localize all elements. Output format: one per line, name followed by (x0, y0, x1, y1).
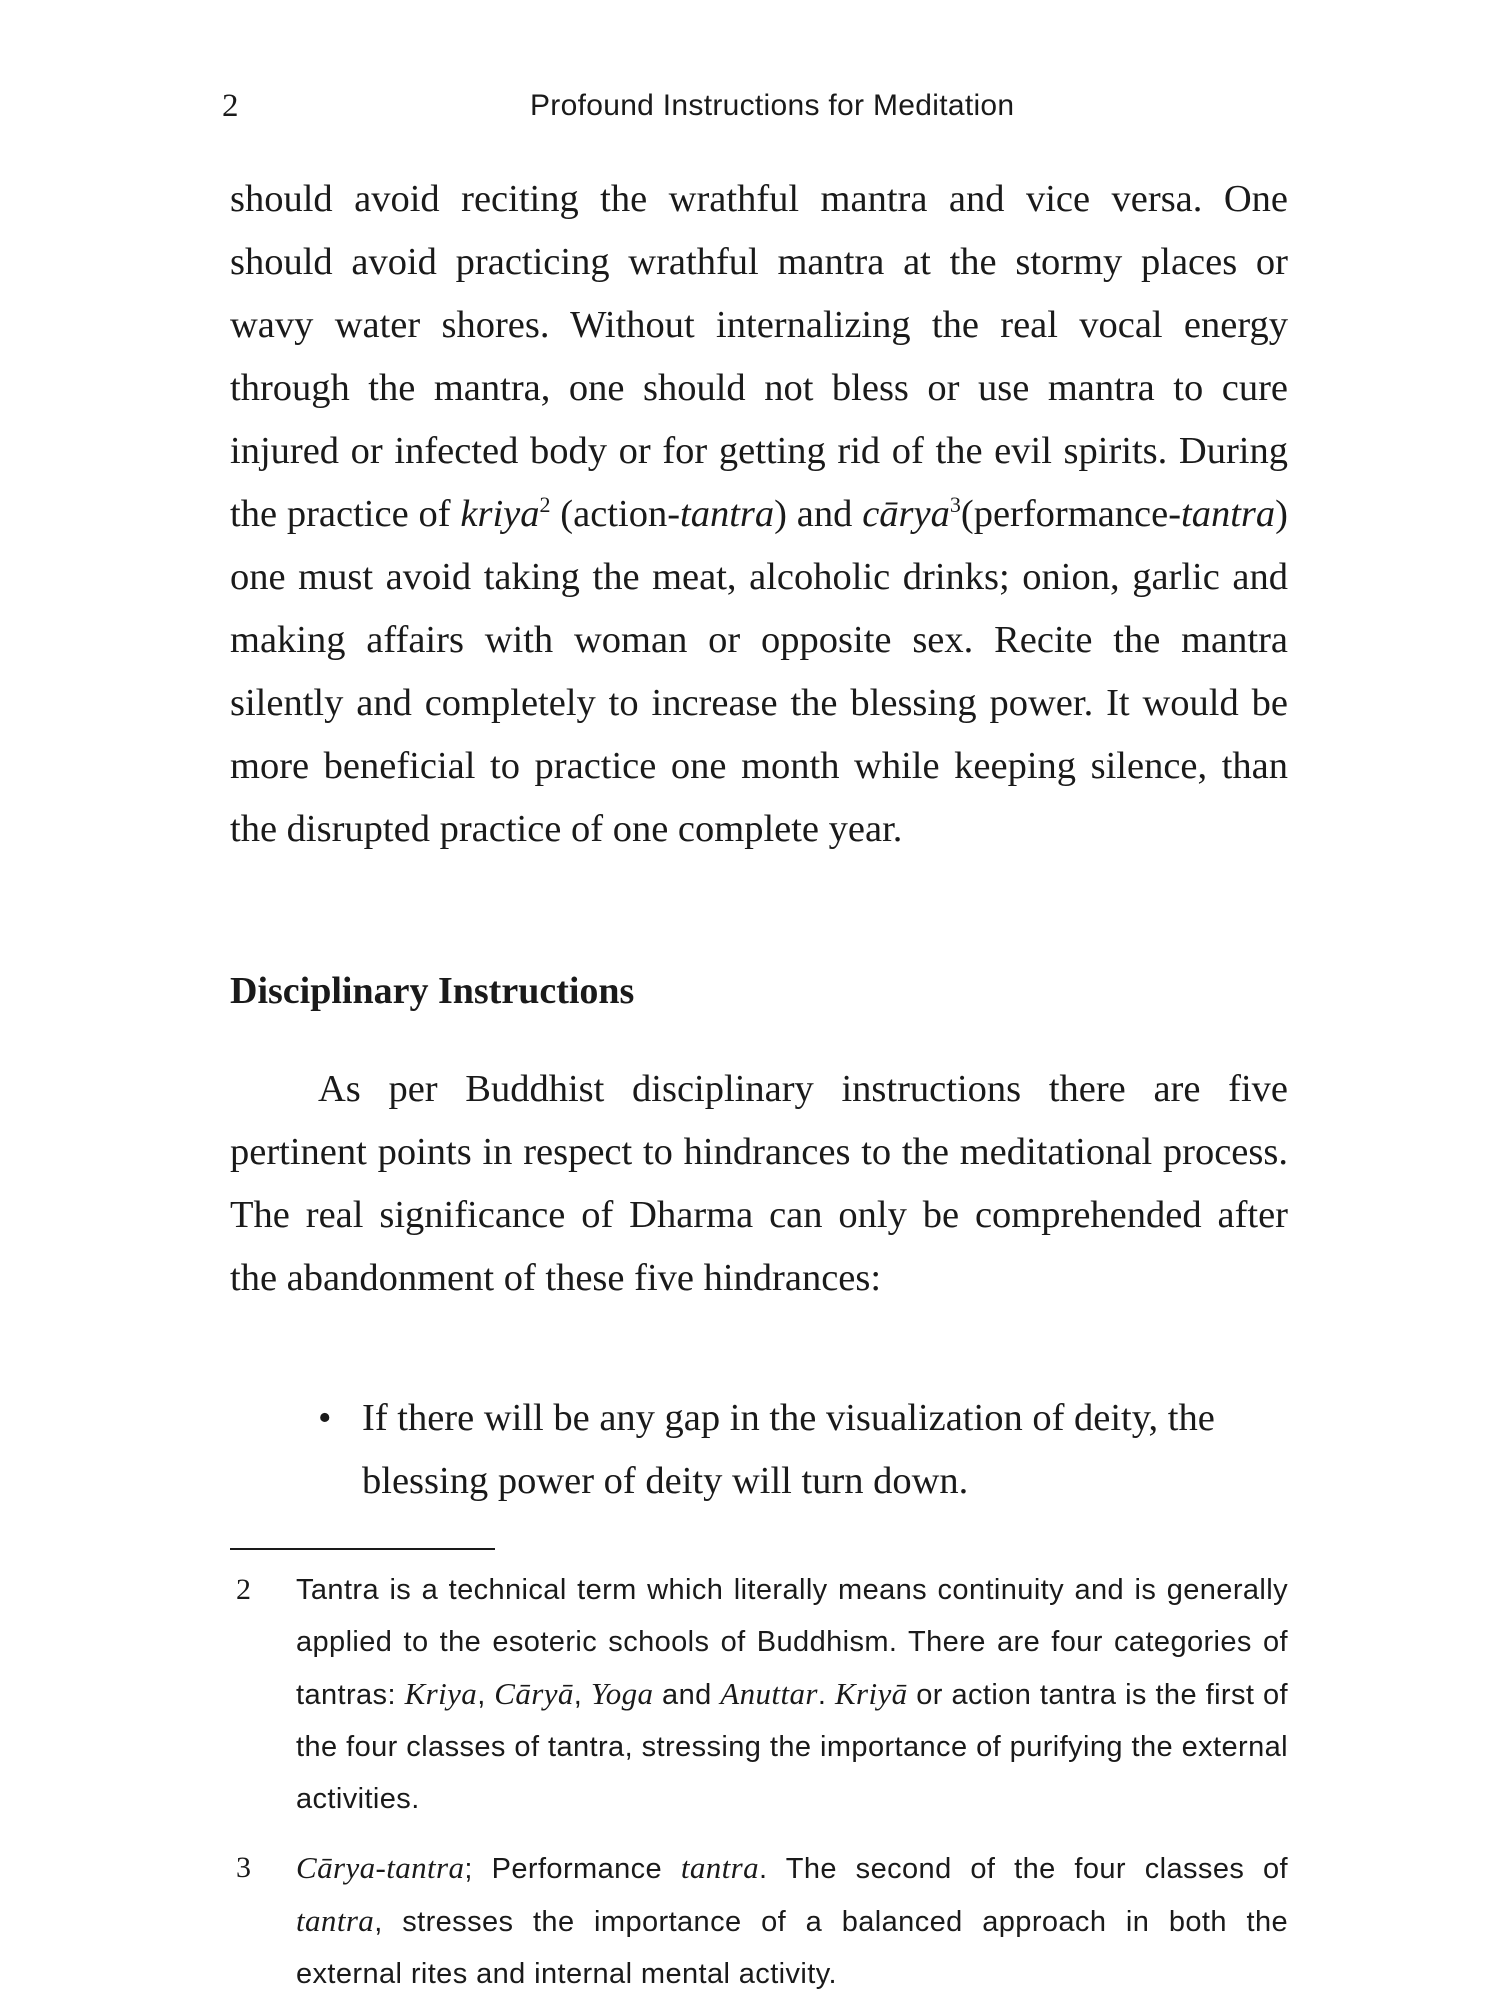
paragraph-text: ) and (774, 493, 863, 535)
term-anuttar: Anuttar (720, 1676, 818, 1711)
footnote-text: , (477, 1679, 495, 1711)
page-number: 2 (222, 88, 239, 124)
paragraph-text: ) one must avoid taking the meat, alcoholic drinks; onion, garlic and making affairs with woman or opposite sex. Recite the mantra silently and completely to increase the blessing power. It would be more beneficial to practice one month while keeping silence, than the disrupted practice of one complete year. (230, 493, 1288, 850)
footnote-text: Tantra is a technical term which literally means continuity and is generally applied to the esoteric schools of Buddhism. There are four categories of tantras: (296, 1574, 1288, 1711)
hindrance-list (230, 1387, 1288, 1513)
term-tantra: tantra (680, 1850, 760, 1885)
section-heading: Disciplinary Instructions (230, 970, 635, 1012)
paragraph-disciplinary: As per Buddhist disciplinary instructions there are five pertinent points in respect to hindrances to the meditational process. The real significance of Dharma can only be comprehended after the abandonment of these five hindrances: (230, 1068, 1288, 1299)
footnote-divider (230, 1548, 495, 1550)
term-carya-tantra: Cārya-tantra (296, 1850, 465, 1885)
footnote-ref-3: 3 (949, 492, 961, 518)
footnote-body (230, 1564, 1288, 1825)
footnote-text: or action tantra is the first of the four classes of tantra, stressing the importance of purifying the external activities. (296, 1679, 1288, 1815)
footnote-text: and (653, 1679, 721, 1711)
footnote-2 (230, 1564, 1288, 1825)
footnote-text: , (573, 1679, 591, 1711)
footnote-text: . (817, 1679, 835, 1711)
term-kriya: Kriya (404, 1676, 478, 1711)
list-item-text: If there will be any gap in the visualization of deity, the blessing power of deity will turn down. (362, 1397, 1215, 1502)
footnote-number: 3 (236, 1851, 252, 1884)
term-tantra: tantra (1181, 493, 1276, 535)
footnote-text: . The second of the four classes of (759, 1853, 1288, 1885)
term-kriya: kriya (460, 493, 540, 535)
footnote-text: ; Performance (464, 1853, 681, 1885)
term-carya: Cāryā (494, 1676, 574, 1711)
footnote-ref-2: 2 (539, 492, 551, 518)
term-yoga: Yoga (590, 1676, 654, 1711)
footnote-text: , stresses the importance of a balanced approach in both the external rites and internal mental activity. (296, 1906, 1288, 1990)
list-item (230, 1387, 1288, 1513)
paragraph-mantra-practice (230, 168, 1288, 861)
footnote-3 (230, 1842, 1288, 2000)
paragraph-text: (action- (550, 493, 681, 535)
footnote-body (230, 1842, 1288, 2000)
footnote-number: 2 (236, 1573, 252, 1606)
paragraph-text: (performance- (960, 493, 1182, 535)
term-tantra: tantra (680, 493, 775, 535)
term-kriya: Kriyā (834, 1676, 908, 1711)
running-title: Profound Instructions for Meditation (530, 89, 1015, 122)
paragraph-text: should avoid reciting the wrathful mantra and vice versa. One should avoid practicing wrathful mantra at the stormy places or wavy water shores. Without internalizing the real vocal energy through the mantra, one should not bless or use mantra to cure injured or infected body or for getting rid of the evil spirits. During the practice of (230, 178, 1288, 535)
term-tantra: tantra (296, 1903, 375, 1938)
term-carya: cārya (862, 493, 950, 535)
page-header (0, 86, 1500, 126)
bullet-marker: • (318, 1397, 332, 1439)
